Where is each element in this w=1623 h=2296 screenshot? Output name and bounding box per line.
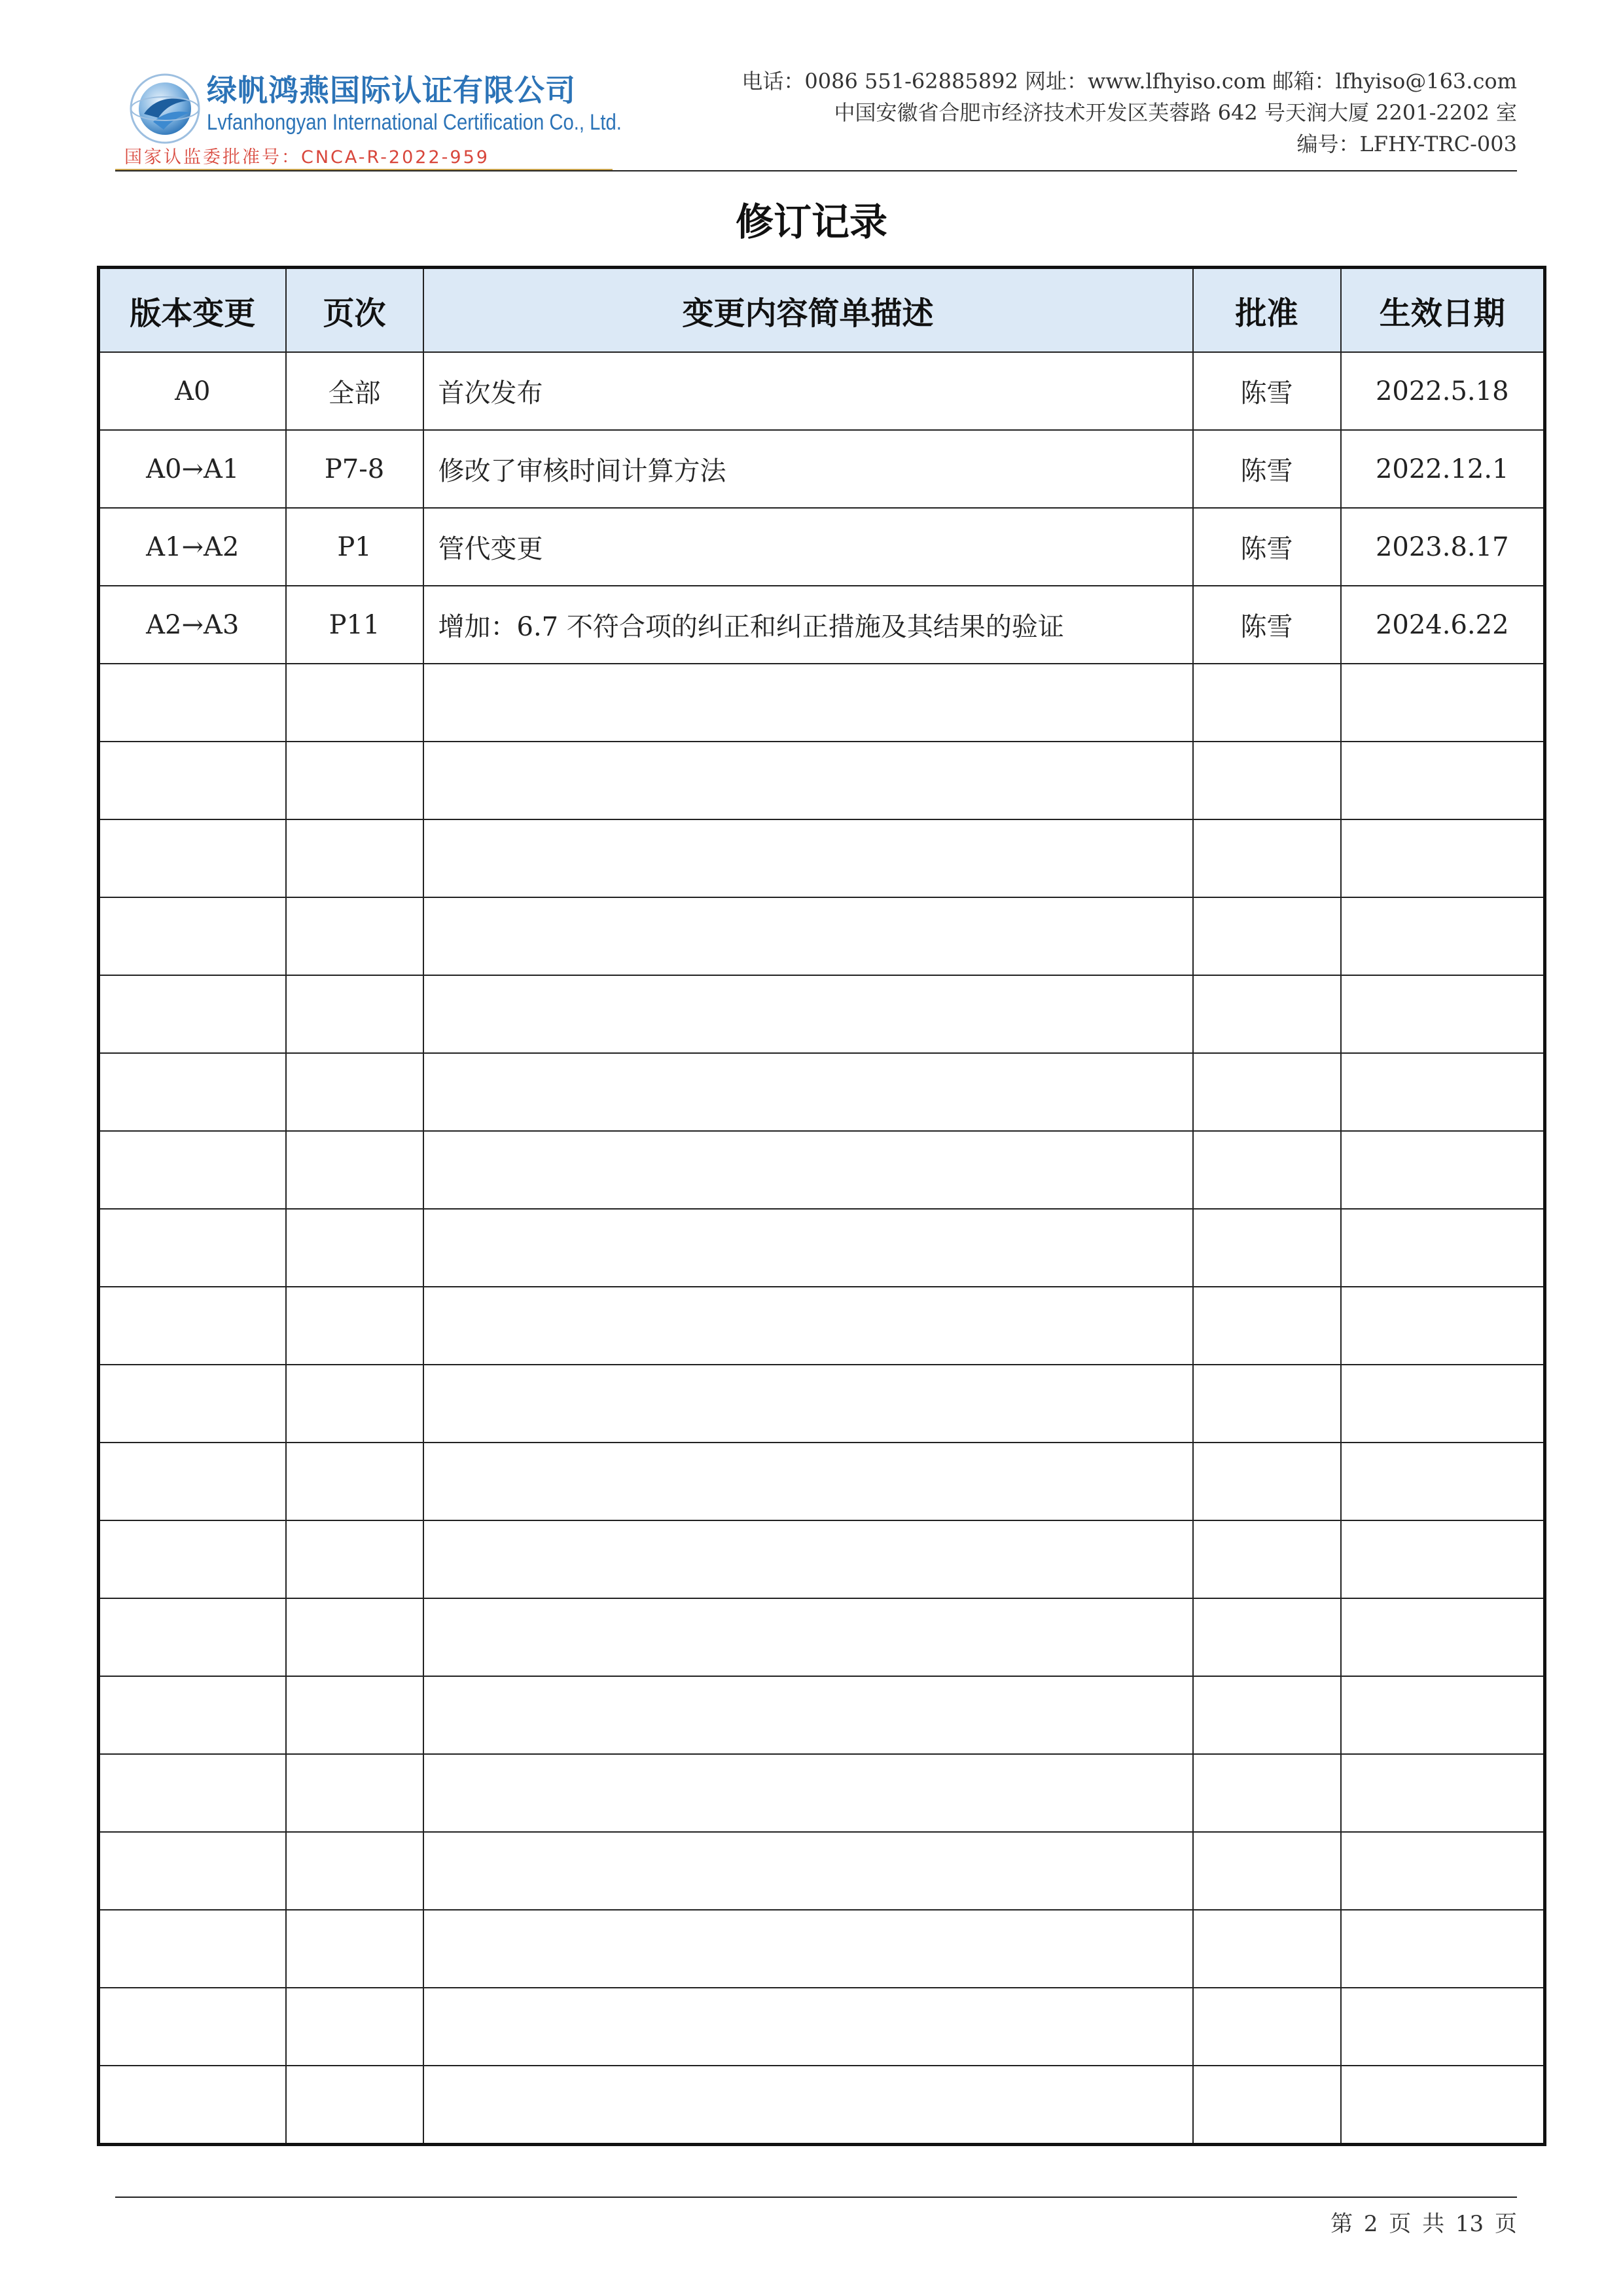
cell-description bbox=[423, 1910, 1193, 1988]
column-header-date: 生效日期 bbox=[1341, 268, 1545, 353]
table-row-empty bbox=[99, 1988, 1545, 2066]
cell-pages bbox=[286, 897, 423, 975]
cell-date: 2022.12.1 bbox=[1341, 430, 1545, 508]
cell-description bbox=[423, 1053, 1193, 1131]
cell-description: 管代变更 bbox=[423, 508, 1193, 586]
table-row-empty bbox=[99, 1131, 1545, 1209]
cell-version bbox=[99, 975, 286, 1053]
cell-version bbox=[99, 664, 286, 742]
cell-pages: P7-8 bbox=[286, 430, 423, 508]
table-row-empty bbox=[99, 975, 1545, 1053]
cell-version bbox=[99, 2066, 286, 2145]
cell-date bbox=[1341, 1754, 1545, 1832]
cell-approver bbox=[1193, 1131, 1341, 1209]
contact-block bbox=[741, 65, 1517, 160]
cell-date bbox=[1341, 975, 1545, 1053]
cell-approver bbox=[1193, 1520, 1341, 1598]
table-row-empty bbox=[99, 1832, 1545, 1910]
cell-date bbox=[1341, 2066, 1545, 2145]
cell-pages bbox=[286, 1287, 423, 1365]
cell-approver: 陈雪 bbox=[1193, 586, 1341, 664]
cell-version bbox=[99, 819, 286, 897]
cell-pages bbox=[286, 742, 423, 819]
cell-description bbox=[423, 1598, 1193, 1676]
cell-version bbox=[99, 1209, 286, 1287]
cell-approver bbox=[1193, 1287, 1341, 1365]
cell-version bbox=[99, 1754, 286, 1832]
cell-version: A0→A1 bbox=[99, 430, 286, 508]
company-name-en: Lvfanhongyan International Certification Co., Ltd. bbox=[207, 110, 622, 135]
table-row-empty bbox=[99, 664, 1545, 742]
cell-pages bbox=[286, 1365, 423, 1443]
table-row-empty bbox=[99, 1520, 1545, 1598]
column-header-description: 变更内容简单描述 bbox=[423, 268, 1193, 353]
cell-version bbox=[99, 1287, 286, 1365]
cell-description bbox=[423, 975, 1193, 1053]
cell-approver bbox=[1193, 1676, 1341, 1754]
cell-approver bbox=[1193, 1754, 1341, 1832]
cell-date bbox=[1341, 1832, 1545, 1910]
cell-description bbox=[423, 2066, 1193, 2145]
cell-description: 增加：6.7 不符合项的纠正和纠正措施及其结果的验证 bbox=[423, 586, 1193, 664]
cell-pages: 全部 bbox=[286, 352, 423, 430]
cell-pages: P1 bbox=[286, 508, 423, 586]
cell-pages: P11 bbox=[286, 586, 423, 664]
column-header-pages: 页次 bbox=[286, 268, 423, 353]
cell-approver bbox=[1193, 2066, 1341, 2145]
cell-version bbox=[99, 1365, 286, 1443]
cell-description: 修改了审核时间计算方法 bbox=[423, 430, 1193, 508]
cell-date bbox=[1341, 1676, 1545, 1754]
column-header-version: 版本变更 bbox=[99, 268, 286, 353]
table-row bbox=[99, 430, 1545, 508]
cell-version bbox=[99, 1910, 286, 1988]
footer-divider bbox=[115, 2197, 1517, 2198]
address-line: 中国安徽省合肥市经济技术开发区芙蓉路 642 号天润大厦 2201-2202 室 bbox=[834, 100, 1517, 125]
cell-date bbox=[1341, 1443, 1545, 1520]
cell-pages bbox=[286, 1131, 423, 1209]
cell-approver bbox=[1193, 742, 1341, 819]
cell-date bbox=[1341, 1287, 1545, 1365]
cell-pages bbox=[286, 1832, 423, 1910]
cell-approver bbox=[1193, 1598, 1341, 1676]
cell-pages bbox=[286, 664, 423, 742]
table-row-empty bbox=[99, 1910, 1545, 1988]
table-row-empty bbox=[99, 1754, 1545, 1832]
cell-approver bbox=[1193, 897, 1341, 975]
cell-description bbox=[423, 742, 1193, 819]
cell-description bbox=[423, 1988, 1193, 2066]
column-header-approver: 批准 bbox=[1193, 268, 1341, 353]
cell-version bbox=[99, 1832, 286, 1910]
cell-date bbox=[1341, 664, 1545, 742]
table-row bbox=[99, 352, 1545, 430]
table-row-empty bbox=[99, 1443, 1545, 1520]
cell-version bbox=[99, 897, 286, 975]
cell-pages bbox=[286, 1520, 423, 1598]
table-row-empty bbox=[99, 897, 1545, 975]
table-row bbox=[99, 508, 1545, 586]
cell-approver bbox=[1193, 1209, 1341, 1287]
cell-pages bbox=[286, 1988, 423, 2066]
document-code: 编号：LFHY-TRC-003 bbox=[1296, 132, 1517, 156]
cell-date bbox=[1341, 897, 1545, 975]
cell-date: 2022.5.18 bbox=[1341, 352, 1545, 430]
cell-date bbox=[1341, 1988, 1545, 2066]
header-divider bbox=[115, 170, 1517, 171]
cell-pages bbox=[286, 1598, 423, 1676]
cell-pages bbox=[286, 1910, 423, 1988]
cell-date bbox=[1341, 1209, 1545, 1287]
cell-approver bbox=[1193, 664, 1341, 742]
cell-pages bbox=[286, 975, 423, 1053]
cell-date bbox=[1341, 819, 1545, 897]
company-logo bbox=[115, 58, 622, 174]
cell-version bbox=[99, 1988, 286, 2066]
cell-description bbox=[423, 1520, 1193, 1598]
cell-approver: 陈雪 bbox=[1193, 430, 1341, 508]
cell-description bbox=[423, 819, 1193, 897]
cell-description bbox=[423, 1676, 1193, 1754]
cell-approver bbox=[1193, 1365, 1341, 1443]
cell-version bbox=[99, 1053, 286, 1131]
cell-description bbox=[423, 1365, 1193, 1443]
cell-description bbox=[423, 1832, 1193, 1910]
cell-pages bbox=[286, 1443, 423, 1520]
cell-approver: 陈雪 bbox=[1193, 352, 1341, 430]
cell-description bbox=[423, 664, 1193, 742]
table-header-row bbox=[99, 268, 1545, 353]
cell-date bbox=[1341, 1131, 1545, 1209]
table-row-empty bbox=[99, 1053, 1545, 1131]
table-row-empty bbox=[99, 2066, 1545, 2145]
cell-date bbox=[1341, 1053, 1545, 1131]
cell-approver: 陈雪 bbox=[1193, 508, 1341, 586]
company-name-cn: 绿帆鸿燕国际认证有限公司 bbox=[207, 73, 576, 108]
approval-number: 国家认监委批准号：CNCA-R-2022-959 bbox=[124, 147, 490, 168]
cell-version bbox=[99, 742, 286, 819]
table-row-empty bbox=[99, 742, 1545, 819]
cell-approver bbox=[1193, 1988, 1341, 2066]
table-row-empty bbox=[99, 1598, 1545, 1676]
table-row-empty bbox=[99, 819, 1545, 897]
cell-approver bbox=[1193, 1443, 1341, 1520]
cell-version: A0 bbox=[99, 352, 286, 430]
table-row-empty bbox=[99, 1365, 1545, 1443]
revision-table bbox=[97, 266, 1546, 2146]
cell-version bbox=[99, 1598, 286, 1676]
cell-version bbox=[99, 1131, 286, 1209]
cell-date: 2023.8.17 bbox=[1341, 508, 1545, 586]
cell-approver bbox=[1193, 975, 1341, 1053]
cell-date: 2024.6.22 bbox=[1341, 586, 1545, 664]
cell-date bbox=[1341, 1598, 1545, 1676]
cell-version: A1→A2 bbox=[99, 508, 286, 586]
cell-version bbox=[99, 1676, 286, 1754]
cell-pages bbox=[286, 1754, 423, 1832]
cell-date bbox=[1341, 742, 1545, 819]
cell-pages bbox=[286, 1053, 423, 1131]
cell-date bbox=[1341, 1520, 1545, 1598]
cell-approver bbox=[1193, 1832, 1341, 1910]
cell-pages bbox=[286, 1676, 423, 1754]
table-row-empty bbox=[99, 1209, 1545, 1287]
table-row-empty bbox=[99, 1287, 1545, 1365]
cell-version bbox=[99, 1443, 286, 1520]
cell-version: A2→A3 bbox=[99, 586, 286, 664]
cell-description bbox=[423, 897, 1193, 975]
table-row bbox=[99, 586, 1545, 664]
cell-pages bbox=[286, 1209, 423, 1287]
cell-pages bbox=[286, 819, 423, 897]
cell-approver bbox=[1193, 1910, 1341, 1988]
contact-line: 电话：0086 551-62885892 网址：www.lfhyiso.com 邮箱：lfhyiso@163.com bbox=[741, 69, 1517, 94]
cell-description bbox=[423, 1209, 1193, 1287]
cell-date bbox=[1341, 1910, 1545, 1988]
cell-description bbox=[423, 1754, 1193, 1832]
cell-description bbox=[423, 1287, 1193, 1365]
cell-description bbox=[423, 1443, 1193, 1520]
page-number: 第 2 页 共 13 页 bbox=[1330, 2211, 1517, 2237]
cell-description: 首次发布 bbox=[423, 352, 1193, 430]
cell-description bbox=[423, 1131, 1193, 1209]
cell-pages bbox=[286, 2066, 423, 2145]
cell-date bbox=[1341, 1365, 1545, 1443]
cell-approver bbox=[1193, 1053, 1341, 1131]
page-title: 修订记录 bbox=[735, 200, 887, 244]
page-header bbox=[115, 58, 1517, 174]
cell-version bbox=[99, 1520, 286, 1598]
table-row-empty bbox=[99, 1676, 1545, 1754]
cell-approver bbox=[1193, 819, 1341, 897]
